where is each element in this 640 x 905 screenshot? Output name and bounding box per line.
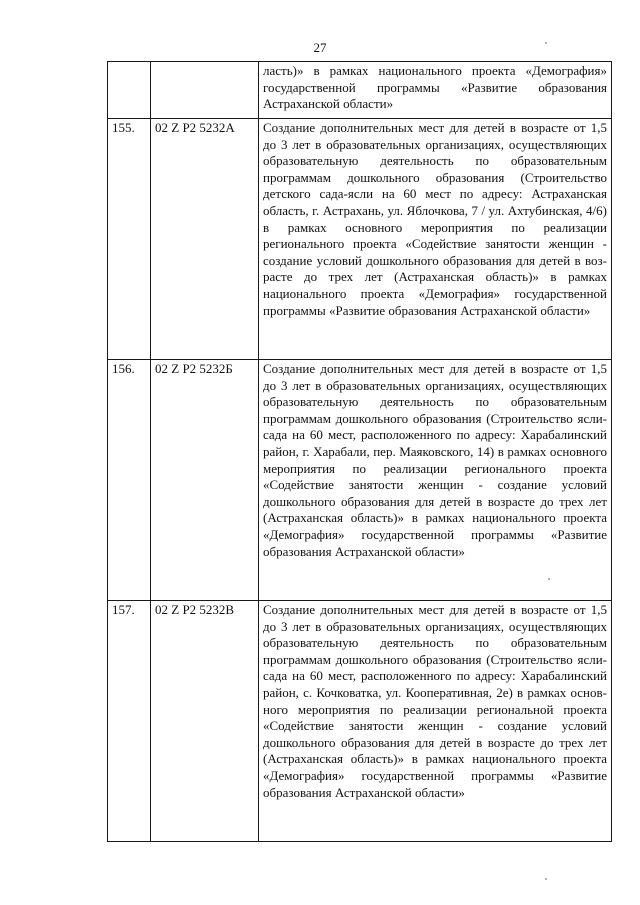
classification-code: 02 Z P2 5232A bbox=[155, 120, 235, 135]
description-cell bbox=[259, 360, 612, 601]
row-number: 157. bbox=[112, 602, 135, 617]
row-number: 155. bbox=[112, 120, 135, 135]
row-number-cell bbox=[108, 119, 151, 360]
description-cell bbox=[259, 119, 612, 360]
scan-speck bbox=[545, 42, 547, 44]
classification-code: 02 Z P2 5232Б bbox=[155, 361, 233, 376]
code-cell bbox=[151, 360, 259, 601]
classification-code: 02 Z P2 5232В bbox=[155, 602, 235, 617]
row-description: ласть)» в рамках национального проекта «Демография» государственной программы «Развитие образования Астраханской области» bbox=[263, 63, 607, 112]
table-row-156 bbox=[108, 360, 612, 601]
row-description: Создание дополнительных мест для детей в возрасте от 1,5 до 3 лет в образовательных организациях, осуществляющих образовательную деятельность по образовательным программам дошкольного образования (Строительство ясли-сада на 60 мест, расположенного по адресу: Харабалинский район, с. Кочковатка, ул. Кооперативная, 2е) в рамках основного мероприятия по реализации региональной проекта «Содействие занятости женщин - создание условий дошкольного образования для детей в возрасте до трех лет (Астраханская область)» в рамках национального проекта «Демография» государственной программы «Развитие образования Астраханской области» bbox=[263, 602, 607, 800]
row-number: 156. bbox=[112, 361, 135, 376]
row-number-cell bbox=[108, 360, 151, 601]
row-number-cell bbox=[108, 62, 151, 119]
description-cell bbox=[259, 62, 612, 119]
scan-speck bbox=[548, 578, 550, 580]
page-number: 27 bbox=[313, 40, 327, 55]
row-description: Создание дополнительных мест для детей в возрасте от 1,5 до 3 лет в образовательных организациях, осуществляющих образовательную деятельность по образовательным программам дошкольного образования (Строительство детского сада-ясли на 60 мест по адресу: Астраханская область, г. Астрахань, ул. Яблочкова, 7 / ул. Ахтубинская, 4/6) в рамках основного мероприятия по реализации регионального проекта «Содействие занятости женщин - создание условий дошкольного образования для детей в возрасте до трех лет (Астраханская область)» в рамках национального проекта «Демография» государственной программы «Развитие образования Астраханской области» bbox=[263, 120, 607, 318]
code-cell bbox=[151, 601, 259, 842]
row-description: Создание дополнительных мест для детей в возрасте от 1,5 до 3 лет в образовательных организациях, осуществляющих образовательную деятельность по образовательным программам дошкольного образования (Строительство ясли-сада на 60 мест, расположенного по адресу: Харабалинский район, г. Харабали, пер. Маяковского, 14) в рамках основного мероприятия по реализации регионального проекта «Содействие занятости женщин - создание условий дошкольного образования для детей в возрасте до трех лет (Астраханская область)» в рамках национального проекта «Демография» государственной программы «Развитие образования Астраханской области» bbox=[263, 361, 607, 559]
description-cell bbox=[259, 601, 612, 842]
scan-speck bbox=[545, 878, 547, 880]
budget-classification-table bbox=[107, 61, 612, 842]
code-cell bbox=[151, 62, 259, 119]
code-cell bbox=[151, 119, 259, 360]
table-row-continuation bbox=[108, 62, 612, 119]
table-row-157 bbox=[108, 601, 612, 842]
row-number-cell bbox=[108, 601, 151, 842]
table-row-155 bbox=[108, 119, 612, 360]
